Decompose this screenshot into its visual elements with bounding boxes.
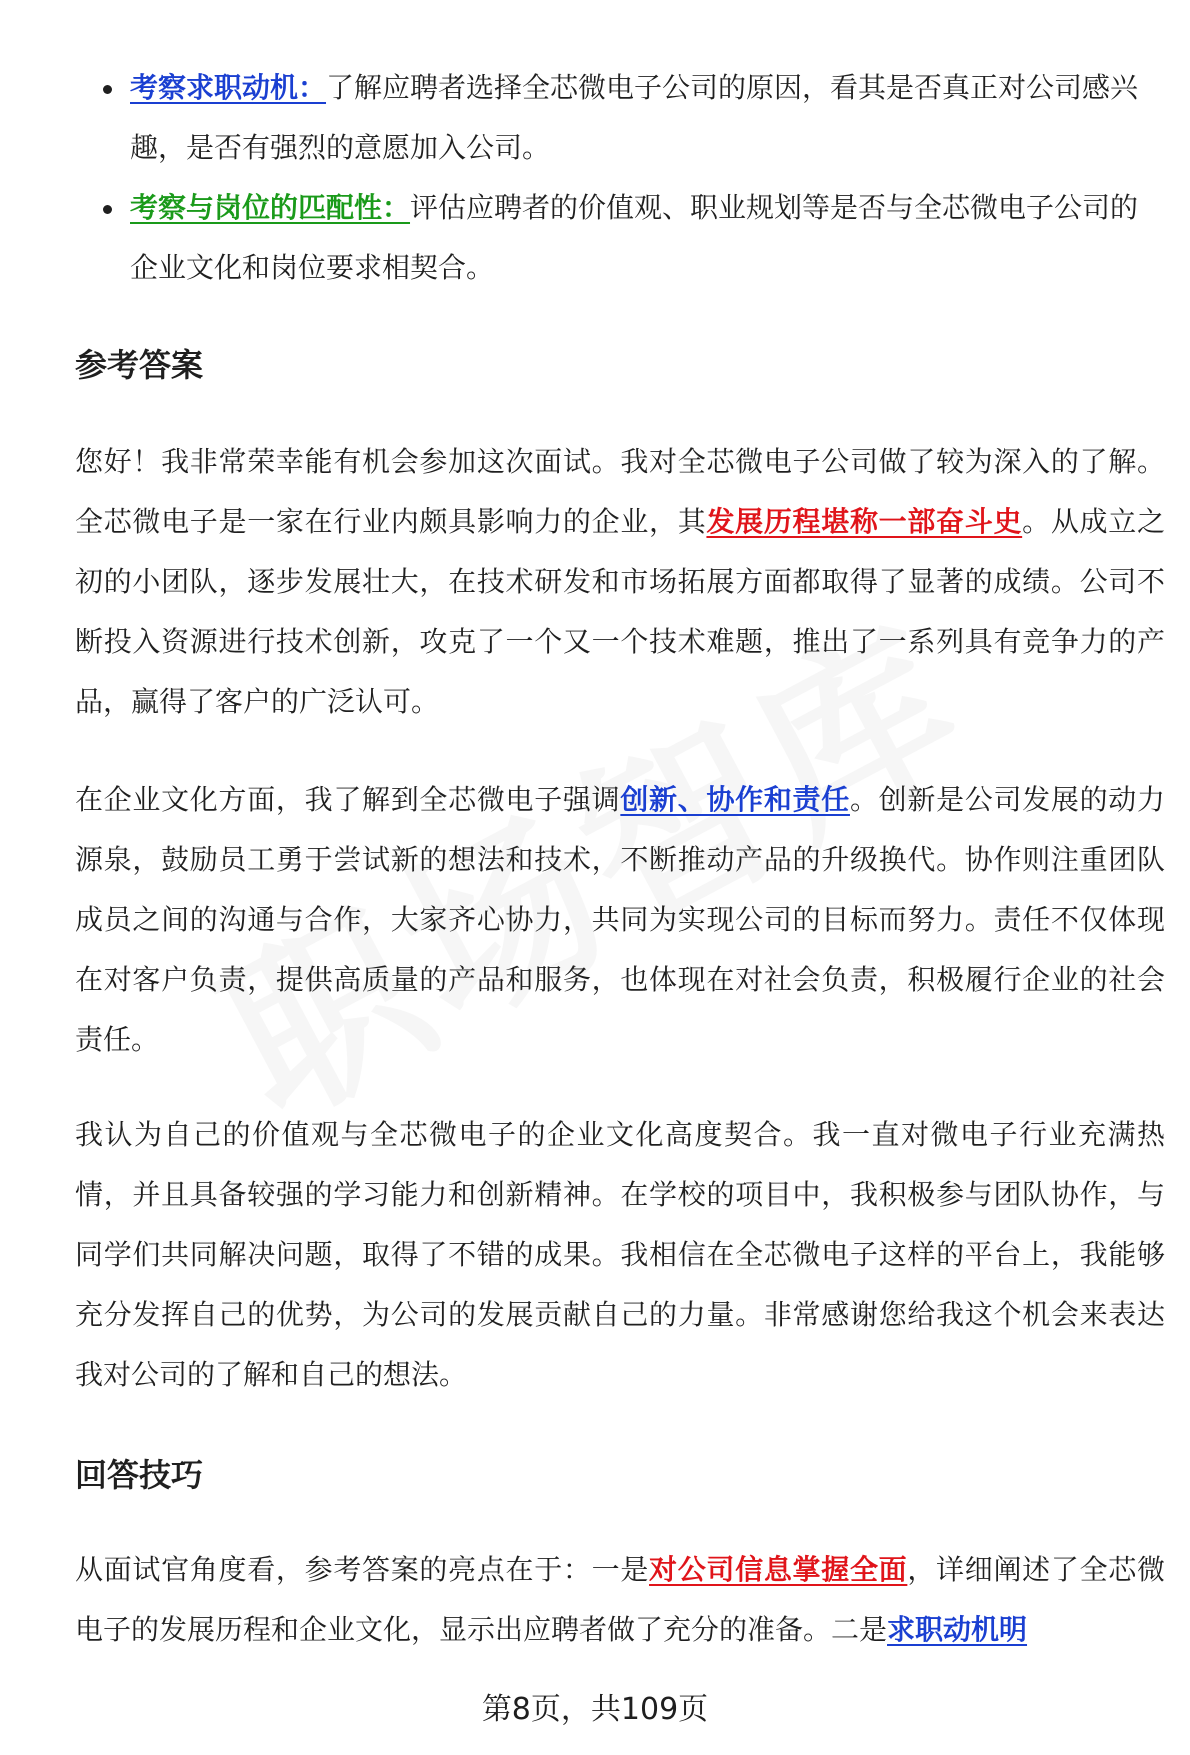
highlight-phrase: 创新、协作和责任 (620, 783, 850, 816)
list-item-text: 了解应聘者选择全芯微电子公司的原因，看其是否真正对公司感兴趣，是否有强烈的意愿加入公司。 (130, 71, 1139, 164)
list-item-text: 评估应聘者的价值观、职业规划等是否与全芯微电子公司的企业文化和岗位要求相契合。 (130, 191, 1139, 284)
answer-paragraph-2 (75, 770, 1165, 1070)
list-item (75, 178, 1165, 298)
highlight-phrase: 对公司信息掌握全面 (649, 1553, 908, 1586)
section-heading-tips: 回答技巧 (75, 1456, 204, 1494)
highlight-phrase: 发展历程堪称一部奋斗史 (706, 505, 1023, 538)
answer-paragraph-3: 我认为自己的价值观与全芯微电子的企业文化高度契合。我一直对微电子行业充满热情，并且具备较强的学习能力和创新精神。在学校的项目中，我积极参与团队协作，与同学们共同解决问题，取得了不错的成果。我相信在全芯微电子这样的平台上，我能够充分发挥自己的优势，为公司的发展贡献自己的力量。非常感谢您给我这个机会来表达我对公司的了解和自己的想法。 (75, 1118, 1165, 1391)
paragraph-text: 您好！我非常荣幸能有机会参加这次面试。我对全芯微电子公司做了较为深入的了解。全芯微电子是一家在行业内颇具影响力的企业，其 (75, 445, 1165, 538)
paragraph-text: 。从成立之初的小团队，逐步发展壮大，在技术研发和市场拓展方面都取得了显著的成绩。公司不断投入资源进行技术创新，攻克了一个又一个技术难题，推出了一系列具有竞争力的产品，赢得了客户的广泛认可。 (75, 505, 1165, 718)
paragraph-text: 在企业文化方面，我了解到全芯微电子强调 (75, 783, 621, 816)
highlight-phrase: 求职动机明 (887, 1613, 1028, 1646)
answer-paragraph-1 (75, 432, 1165, 732)
list-item (75, 58, 1165, 178)
paragraph-text: 从面试官角度看，参考答案的亮点在于：一是 (75, 1553, 650, 1586)
page-number: 第8页，共109页 (481, 1692, 709, 1727)
highlight-phrase: 考察求职动机： (130, 71, 327, 104)
section-heading-answer: 参考答案 (75, 346, 204, 384)
tips-paragraph-1 (75, 1540, 1165, 1660)
bullet-icon (103, 85, 112, 94)
criteria-list (75, 58, 1165, 298)
bullet-icon (103, 205, 112, 214)
highlight-phrase: 考察与岗位的匹配性： (130, 191, 411, 224)
paragraph-text: 。创新是公司发展的动力源泉，鼓励员工勇于尝试新的想法和技术，不断推动产品的升级换代。协作则注重团队成员之间的沟通与合作，大家齐心协力，共同为实现公司的目标而努力。责任不仅体现在对客户负责，提供高质量的产品和服务，也体现在对社会负责，积极履行企业的社会责任。 (75, 783, 1165, 1056)
paragraph-text: ，详细阐述了全芯微电子的发展历程和企业文化，显示出应聘者做了充分的准备。二是 (75, 1553, 1165, 1646)
